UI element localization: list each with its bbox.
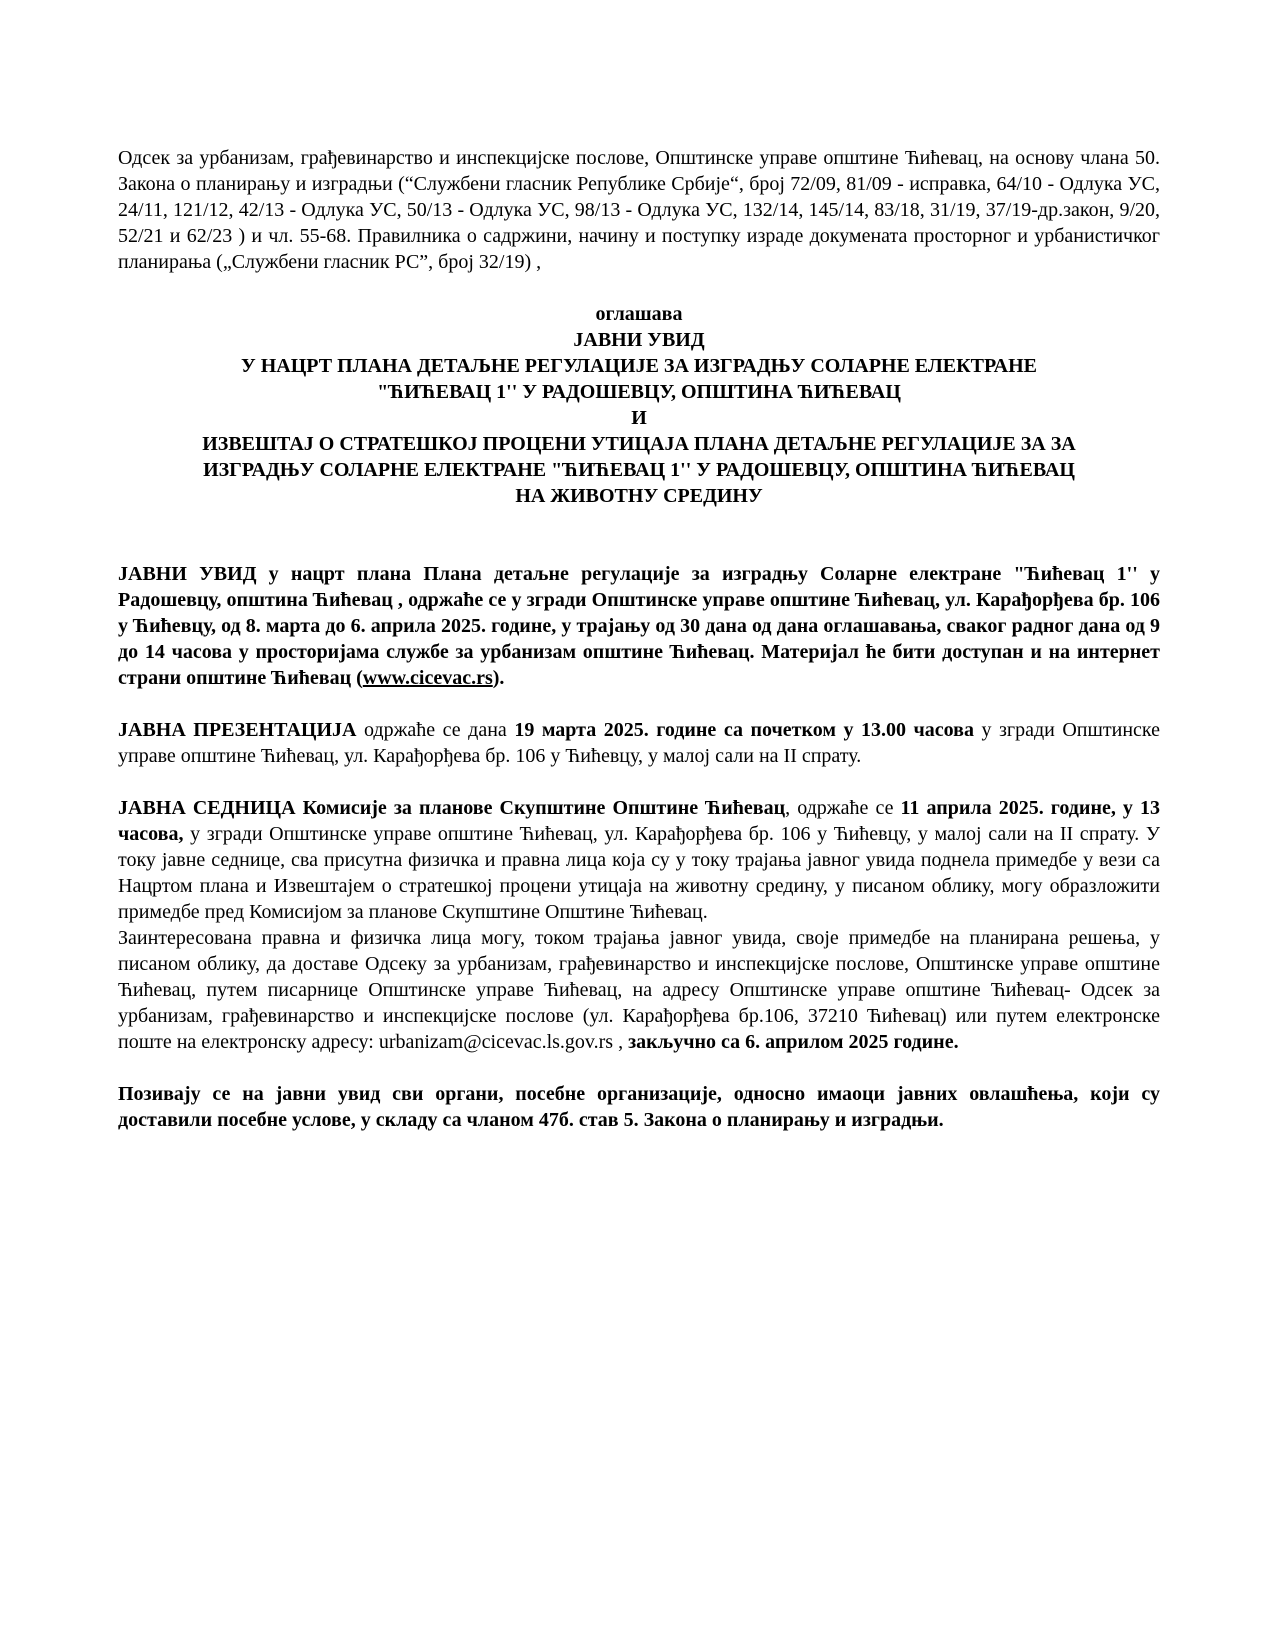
- heading-report-line-2: ИЗГРАДЊУ СОЛАРНЕ ЕЛЕКТРАНЕ "ЋИЋЕВАЦ 1'' У РАДОШЕВЦУ, ОПШТИНА ЋИЋЕВАЦ: [203, 459, 1075, 481]
- heading-plan-line-1: У НАЦРТ ПЛАНА ДЕТАЉНЕ РЕГУЛАЦИЈЕ ЗА ИЗГРАДЊУ СОЛАРНЕ ЕЛЕКТРАНЕ: [241, 355, 1037, 377]
- objections-deadline: закључно са 6. априлом 2025 године.: [623, 1031, 959, 1053]
- presentation-text-2: у згради Општинске управе општине Ћићевац, ул. Карађорђева бр. 106 у Ћићевцу, у малој сали на II спрату.: [118, 719, 1160, 767]
- public-session-paragraph: [118, 795, 1160, 925]
- notice-heading: [118, 301, 1160, 509]
- presentation-text-1: одржаће се дана: [356, 719, 515, 741]
- heading-and: И: [631, 407, 647, 429]
- document-page: [118, 145, 1160, 1133]
- session-date: 11 априла 2025. године, у 13 часова,: [118, 797, 1161, 845]
- session-text-2: у згради Општинске управе општине Ћићевац, ул. Карађорђева бр. 106 у Ћићевцу, у малој сали на II спрату. У току јавне седнице, сва присутна физичка и правна лица која су у току трајања јавног увида поднела примедбе у вези са Нацртом плана и Извештајем о стратешкој процени утицаја на животну средину, у писаном облику, могу образложити примедбе пред Комисијом за планове Скупштине Општине Ћићевац.: [118, 823, 1160, 923]
- heading-public-inspection: ЈАВНИ УВИД: [573, 329, 705, 351]
- presentation-label: ЈАВНА ПРЕЗЕНТАЦИЈА: [118, 719, 357, 741]
- website-link[interactable]: www.cicevac.rs: [362, 667, 493, 689]
- heading-announces: оглашава: [595, 303, 683, 325]
- session-text-1: , одржаће се: [785, 797, 901, 819]
- heading-report-line-3: НА ЖИВОТНУ СРЕДИНУ: [515, 485, 763, 507]
- public-presentation-paragraph: [118, 717, 1160, 769]
- public-inspection-paragraph: [118, 561, 1160, 691]
- presentation-date: 19 марта 2025. године са почетком у 13.00 часова: [514, 719, 974, 741]
- heading-plan-line-2: "ЋИЋЕВАЦ 1'' У РАДОШЕВЦУ, ОПШТИНА ЋИЋЕВАЦ: [377, 381, 901, 403]
- invitation-text: Позивају се на јавни увид сви органи, посебне организације, односно имаоци јавних овлашћења, који су доставили посебне услове, у складу са чланом 47б. став 5. Закона о планирању и изградњи.: [118, 1083, 1160, 1131]
- heading-report-line-1: ИЗВЕШТАЈ О СТРАТЕШКОЈ ПРОЦЕНИ УТИЦАЈА ПЛАНА ДЕТАЉНЕ РЕГУЛАЦИЈЕ ЗА ЗА: [202, 433, 1076, 455]
- public-inspection-end: ).: [492, 667, 505, 689]
- intro-paragraph: Одсек за урбанизам, грађевинарство и инспекцијске послове, Општинске управе општине Ћићевац, на основу члана 50. Закона о планирању и изградњи (“Службени гласник Републике Србије“, број 72/09, 81/09 - исправка, 64/10 - Одлука УС, 24/11, 121/12, 42/13 - Одлука УС, 50/13 - Одлука УС, 98/13 - Одлука УС, 132/14, 145/14, 83/18, 31/19, 37/19-др.закон, 9/20, 52/21 и 62/23 ) и чл. 55-68. Правилника о садржини, начину и поступку израде докумената просторног и урбанистичког планирања („Службени гласник РС”, број 32/19) ,: [118, 147, 1160, 273]
- session-label: ЈАВНА СЕДНИЦА Комисије за планове Скупштине Општине Ћићевац: [118, 797, 786, 819]
- objections-text: Заинтересована правна и физичка лица могу, током трајања јавног увида, своје примедбе на планирана решења, у писаном облику, да доставе Одсеку за урбанизам, грађевинарство и инспекцијске послове, Општинске управе општине Ћићевац, путем писарнице Општинске управе Ћићевац, на адресу Општинске управе општине Ћићевац- Одсек за урбанизам, грађевинарство и инспекцијске послове (ул. Карађорђева бр.106, 37210 Ћићевац) или путем електронске поште на електронску адресу: urbanizam@cicevac.ls.gov.rs ,: [118, 927, 1160, 1053]
- invitation-paragraph: [118, 1081, 1160, 1133]
- public-inspection-text: ЈАВНИ УВИД у нацрт плана Плана детаљне регулације за изградњу Соларне електране "Ћићевац 1'' у Радошевцу, општина Ћићевац , одржаће се у згради Општинске управе општине Ћићевац, ул. Карађорђева бр. 106 у Ћићевцу, од 8. марта до 6. априла 2025. године, у трајању од 30 дана од дана оглашавања, сваког радног дана од 9 до 14 часова у просторијама службе за урбанизам општине Ћићевац. Материјал ће бити доступан и на интернет страни општине Ћићевац (: [118, 563, 1160, 689]
- objections-paragraph: [118, 925, 1160, 1055]
